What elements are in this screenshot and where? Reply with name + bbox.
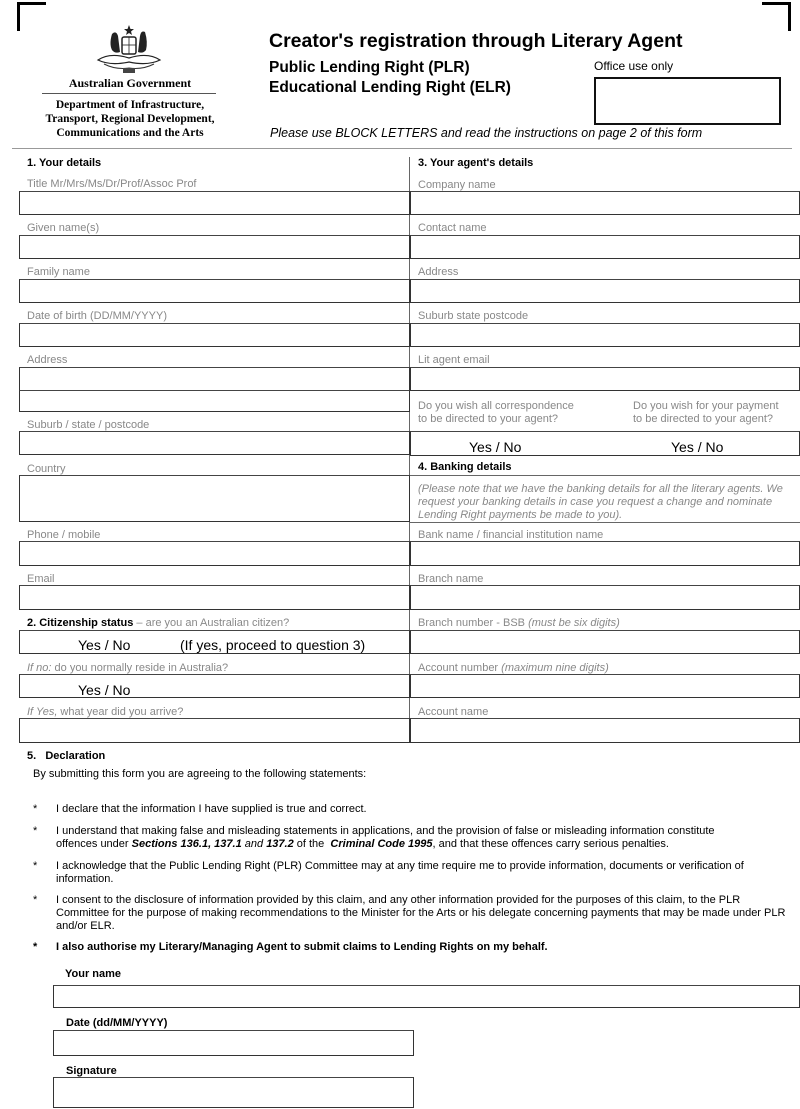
citizenship-question: [27, 617, 289, 629]
payment-question-line: to be directed to your agent?: [633, 413, 774, 425]
address-label: Address: [27, 354, 68, 366]
phone-label: Phone / mobile: [27, 529, 101, 541]
declaration-statement: I acknowledge that the Public Lending Right (PLR) Committee may at any time require me to provide information, documents or verification of information.: [56, 860, 744, 885]
account-name-label: Account name: [418, 706, 489, 718]
declaration-statement-line: I understand that making false and misleading statements in applications, and the provision of false or misleading information constitute: [56, 825, 715, 837]
bullet-icon: *: [33, 894, 38, 906]
account-number-label-text: Account number: [418, 662, 502, 674]
arrival-question-text: what year did you arrive?: [57, 706, 184, 718]
signature-label: Signature: [66, 1065, 117, 1077]
payment-question: [633, 400, 779, 426]
reside-question: [27, 662, 228, 674]
given-names-label: Given name(s): [27, 222, 100, 234]
arrival-question: [27, 706, 183, 718]
correspondence-question-line: to be directed to your agent?: [418, 413, 559, 425]
dob-field[interactable]: [19, 323, 410, 347]
reside-yes-no[interactable]: Yes / No: [78, 682, 131, 698]
title-label: Title Mr/Mrs/Ms/Dr/Prof/Assoc Prof: [27, 178, 197, 190]
correspondence-yes-no[interactable]: Yes / No: [469, 439, 522, 455]
family-name-label: Family name: [27, 266, 90, 278]
department-line: Transport, Regional Development,: [45, 113, 215, 125]
form-subtitle-plr: Public Lending Right (PLR): [269, 59, 470, 76]
agent-preferences-field: [410, 431, 800, 456]
section-2-heading: 2. Citizenship status: [27, 617, 134, 629]
bullet-icon: *: [33, 860, 38, 872]
arrival-year-field[interactable]: [19, 718, 410, 743]
your-name-label: Your name: [65, 968, 122, 980]
citizenship-answer-field[interactable]: [19, 630, 410, 654]
bank-name-label: Bank name / financial institution name: [418, 529, 604, 541]
payment-question-line: Do you wish for your payment: [633, 400, 779, 412]
section-4-rule: [410, 475, 800, 476]
signature-field[interactable]: [53, 1077, 414, 1108]
logo-divider: [42, 93, 216, 94]
account-name-field[interactable]: [410, 718, 800, 743]
suburb-label: Suburb / state / postcode: [27, 419, 150, 431]
section-4-heading: 4. Banking details: [418, 461, 512, 473]
address-field-line-1[interactable]: [19, 367, 410, 391]
instructions-note: Please use BLOCK LETTERS and read the instructions on page 2 of this form: [270, 126, 703, 140]
agent-email-field[interactable]: [410, 367, 800, 391]
company-name-field[interactable]: [410, 191, 800, 215]
form-subtitle-elr: Educational Lending Right (ELR): [269, 79, 511, 96]
account-number-field[interactable]: [410, 674, 800, 698]
title-field[interactable]: [19, 191, 410, 215]
your-name-field[interactable]: [53, 985, 800, 1008]
office-use-box: [594, 77, 781, 125]
bullet-icon: *: [33, 941, 38, 953]
section-3-heading: 3. Your agent's details: [418, 157, 534, 169]
declaration-statement: [56, 825, 786, 851]
header-divider: [12, 148, 792, 149]
email-field[interactable]: [19, 585, 410, 610]
citizenship-question-text: – are you an Australian citizen?: [133, 617, 290, 629]
banking-note-rule: [410, 522, 800, 523]
agent-address-label: Address: [418, 266, 459, 278]
department-line: Communications and the Arts: [56, 127, 204, 139]
bullet-icon: *: [33, 825, 38, 837]
date-label: Date (dd/MM/YYYY): [66, 1017, 168, 1029]
date-field[interactable]: [53, 1030, 414, 1056]
reside-answer-field[interactable]: [19, 674, 410, 698]
branch-name-field[interactable]: [410, 585, 800, 610]
account-number-label: [418, 662, 609, 674]
department-line: Department of Infrastructure,: [55, 99, 205, 111]
account-number-note: (maximum nine digits): [501, 662, 609, 674]
office-use-label: Office use only: [594, 59, 674, 73]
banking-note-line: request your banking details in case you request a change and nominate: [418, 496, 773, 508]
bullet-icon: *: [33, 803, 38, 815]
phone-field[interactable]: [19, 541, 410, 566]
suburb-field[interactable]: [19, 431, 410, 455]
banking-note-line: (Please note that we have the banking details for all the literary agents. We: [418, 483, 783, 495]
crop-mark-top-right: [762, 2, 791, 31]
agent-suburb-field[interactable]: [410, 323, 800, 347]
branch-name-label: Branch name: [418, 573, 484, 585]
bsb-field[interactable]: [410, 630, 800, 654]
declaration-statement-authorise: I also authorise my Literary/Managing Agent to submit claims to Lending Rights on my behalf.: [56, 941, 548, 953]
declaration-statement: I consent to the disclosure of information provided by this claim, and any other information provided for the purposes of this claim, to the PLR Committee for the purpose of making recommendations to the Minister for the Arts or his delegate concerning payments that may be made under PLR and/or ELR.: [56, 894, 786, 932]
citizenship-yes-no[interactable]: Yes / No: [78, 637, 131, 653]
government-name: Australian Government: [68, 76, 192, 90]
address-field-line-2[interactable]: [19, 390, 410, 412]
email-label: Email: [27, 573, 55, 585]
agent-address-field[interactable]: [410, 279, 800, 303]
contact-name-label: Contact name: [418, 222, 487, 234]
correspondence-question-line: Do you wish all correspondence: [418, 400, 574, 412]
banking-note: [418, 483, 796, 522]
bank-name-field[interactable]: [410, 541, 800, 566]
arrival-prefix: If Yes,: [27, 706, 58, 718]
department-name: [30, 98, 230, 140]
banking-note-line: Lending Right payments be made to you).: [418, 509, 623, 521]
bsb-label: [418, 617, 620, 629]
reside-prefix: If no:: [27, 662, 52, 674]
form-title: Creator's registration through Literary Agent: [269, 30, 683, 52]
payment-yes-no[interactable]: Yes / No: [671, 439, 724, 455]
agent-suburb-label: Suburb state postcode: [418, 310, 529, 322]
dob-label: Date of birth (DD/MM/YYYY): [27, 310, 167, 322]
correspondence-question: [418, 400, 574, 426]
declaration-intro: By submitting this form you are agreeing to the following statements:: [33, 768, 367, 780]
coat-of-arms-icon: [90, 24, 168, 76]
bsb-label-text: Branch number - BSB: [418, 617, 529, 629]
country-label: Country: [27, 463, 66, 475]
crop-mark-top-left: [17, 2, 46, 31]
declaration-statement: I declare that the information I have supplied is true and correct.: [56, 803, 367, 815]
family-name-field[interactable]: [19, 279, 410, 303]
section-1-heading: 1. Your details: [27, 157, 102, 169]
country-field[interactable]: [19, 475, 410, 522]
given-names-field[interactable]: [19, 235, 410, 259]
contact-name-field[interactable]: [410, 235, 800, 259]
section-5-heading: 5. Declaration: [27, 750, 106, 762]
agent-email-label: Lit agent email: [418, 354, 490, 366]
proceed-note: (If yes, proceed to question 3): [180, 637, 366, 653]
company-name-label: Company name: [418, 179, 496, 191]
declaration-statement-line: offences under Sections 136.1, 137.1 and 137.2 of the Criminal Code 1995, and that these offences carry serious penalties.: [56, 838, 669, 850]
bsb-note: (must be six digits): [528, 617, 620, 629]
reside-question-text: do you normally reside in Australia?: [51, 662, 229, 674]
